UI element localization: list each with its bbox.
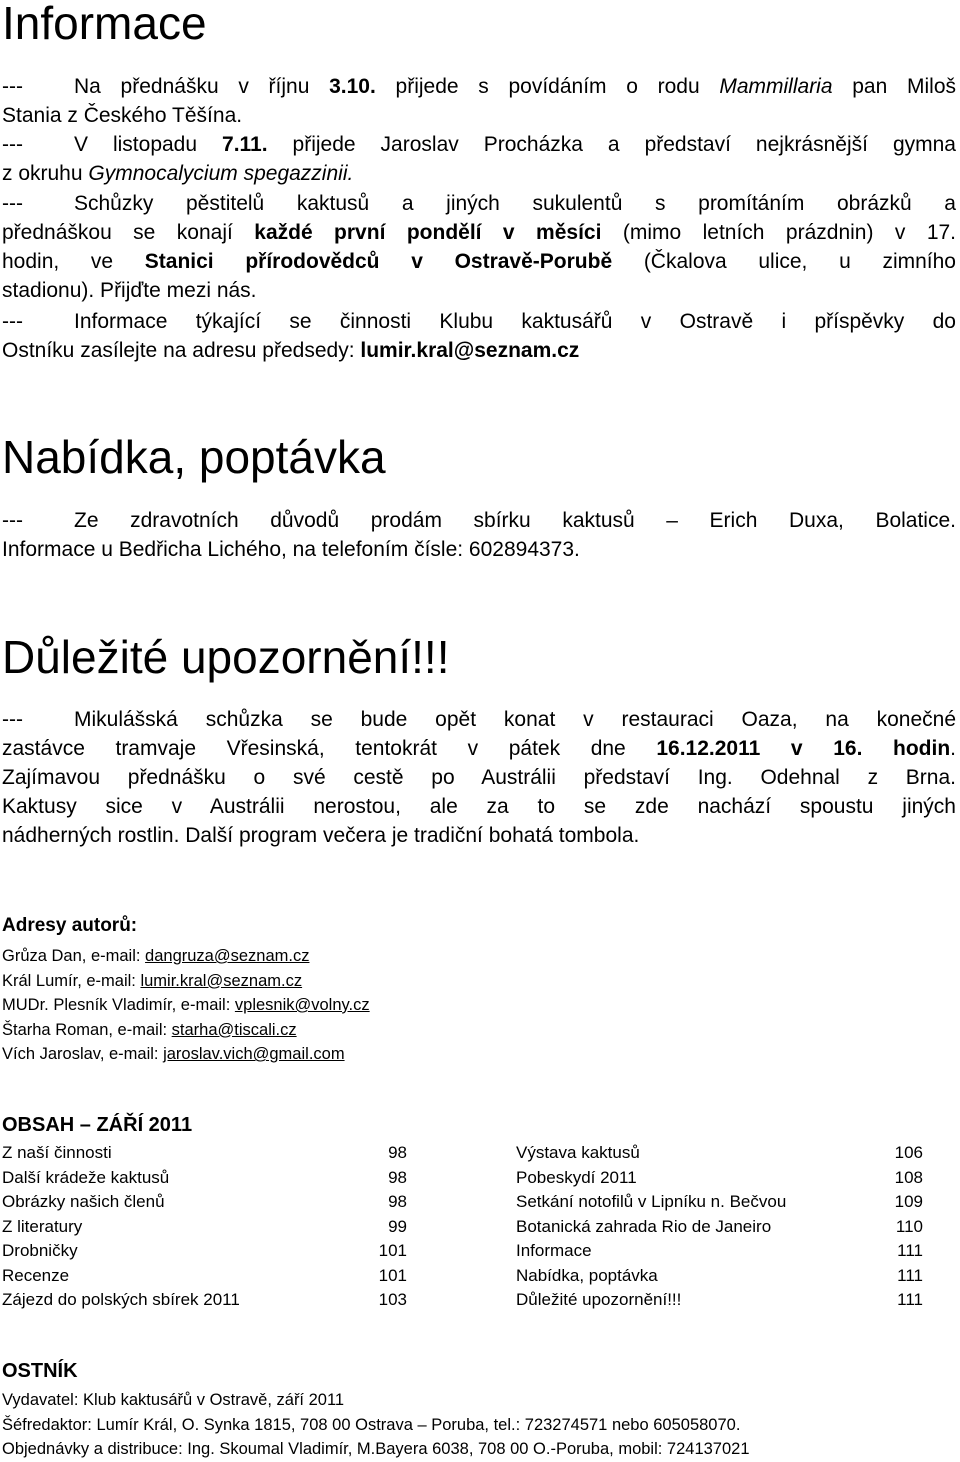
toc-entry: Důležité upozornění!!! 111 [516, 1290, 923, 1309]
toc-entry: Z naší činnosti 98 [2, 1143, 407, 1162]
item-dash: --- [2, 133, 23, 156]
informace-item-3: --- Schůzky pěstitelů kaktusů a jiných sukulentů s promítáním obrázků a přednáškou se konají každé první pondělí v měsíci (mimo letních prázdnin) v 17. hodin, ve Stanici přírodovědců v Ostravě-Porubě (Čkalova ulice, u zimního stadionu). Přijďte mezi nás. [2, 189, 956, 305]
author-email-link[interactable]: starha@tiscali.cz [171, 1020, 297, 1039]
toc-entry: Pobeskydí 2011 108 [516, 1167, 923, 1187]
adresy-heading: Adresy autorů: [2, 915, 138, 936]
chairman-email[interactable]: lumir.kral@seznam.cz [360, 339, 580, 362]
item-dash: --- [2, 310, 23, 333]
toc-left-column [2, 1141, 407, 1313]
toc-entry: Setkání notofilů v Lipníku n. Bečvou 109 [516, 1192, 923, 1211]
informace-item-2: --- V listopadu 7.11. přijede Jaroslav Procházka a představí nejkrásnější gymna z okruhu Gymnocalycium spegazzinii. [2, 130, 956, 188]
upozorneni-heading: Důležité upozornění!!! [2, 631, 450, 683]
author-list [2, 944, 370, 1067]
toc-entry: Další krádeže kaktusů 98 [2, 1167, 407, 1187]
genus-name: Mammillaria [719, 75, 833, 98]
toc-entry: Informace 111 [516, 1241, 923, 1260]
meeting-schedule: každé první pondělí v měsíci [254, 221, 602, 244]
distribution-line: Objednávky a distribuce: Ing. Skoumal Vladimír, M.Bayera 6038, 708 00 O.-Poruba, mobil: 724137021 [2, 1440, 750, 1458]
lecture-date: 7.11. [222, 133, 268, 156]
editor-line: Šéfredaktor: Lumír Král, O. Synka 1815, 708 00 Ostrava – Poruba, tel.: 723274571 nebo 605058070. [2, 1415, 741, 1434]
item-dash: --- [2, 509, 23, 532]
author-row: MUDr. Plesník Vladimír, e-mail: vplesnik@volny.cz [2, 996, 370, 1014]
item-dash: --- [2, 75, 23, 98]
toc-entry: Výstava kaktusů 106 [516, 1143, 923, 1162]
toc-entry: Obrázky našich členů 98 [2, 1192, 407, 1211]
meeting-venue: Stanici přírodovědců v Ostravě-Porubě [144, 250, 613, 273]
author-email-link[interactable]: lumir.kral@seznam.cz [140, 971, 303, 990]
author-email-link[interactable]: vplesnik@volny.cz [234, 996, 370, 1014]
toc-entry: Botanická zahrada Rio de Janeiro 110 [516, 1216, 923, 1236]
imprint [2, 1388, 750, 1462]
toc-entry: Nabídka, poptávka 111 [516, 1265, 923, 1285]
author-row: Grůza Dan, e-mail: dangruza@seznam.cz [2, 947, 310, 965]
author-row: Král Lumír, e-mail: lumir.kral@seznam.cz [2, 971, 303, 990]
author-row: Vích Jaroslav, e-mail: jaroslav.vich@gmail.com [2, 1045, 345, 1063]
nabidka-heading: Nabídka, poptávka [2, 431, 386, 483]
nabidka-item: --- Ze zdravotních důvodů prodám sbírku kaktusů – Erich Duxa, Bolatice. Informace u Bedřicha Lichého, na telefoním čísle: 602894373. [2, 506, 956, 564]
upozorneni-item: --- Mikulášská schůzka se bude opět konat v restauraci Oaza, na konečné zastávce tramvaje Vřesinská, tentokrát v pátek dne 16.12.2011 v 16. hodin. Zajímavou přednášku o své cestě po Austrálii představí Ing. Odehnal z Brna. Kaktusy sice v Austrálii nerostou, ale za to se zde nachází spoustu jiných nádherných rostlin. Další program večera je tradiční bohatá tombola. [2, 705, 956, 850]
lecture-date: 3.10. [329, 75, 376, 98]
obsah-heading: OBSAH – ZÁŘÍ 2011 [2, 1114, 193, 1136]
informace-heading: Informace [2, 0, 207, 49]
publisher-line: Vydavatel: Klub kaktusářů v Ostravě, září 2011 [2, 1391, 345, 1409]
event-datetime: 16.12.2011 v 16. hodin [656, 737, 951, 760]
toc-entry: Recenze 101 [2, 1265, 407, 1285]
toc-entry: Zájezd do polských sbírek 2011 103 [2, 1290, 407, 1309]
toc-entry: Z literatury 99 [2, 1216, 407, 1236]
item-dash: --- [2, 192, 23, 215]
toc-entry: Drobničky 101 [2, 1241, 407, 1260]
informace-item-4: --- Informace týkající se činnosti Klubu kaktusářů v Ostravě i příspěvky do Ostníku zasílejte na adresu předsedy: lumir.kral@seznam.cz [2, 307, 956, 365]
informace-item-1: --- Na přednášku v říjnu 3.10. přijede s povídáním o rodu Mammillaria pan Miloš Stania z Českého Těšína. [2, 72, 956, 130]
author-email-link[interactable]: jaroslav.vich@gmail.com [163, 1045, 345, 1063]
author-email-link[interactable]: dangruza@seznam.cz [145, 947, 310, 965]
species-name: Gymnocalycium spegazzinii. [88, 162, 354, 185]
toc-right-column [516, 1141, 923, 1313]
ostnik-heading: OSTNÍK [2, 1360, 78, 1382]
author-row: Štarha Roman, e-mail: starha@tiscali.cz [2, 1020, 297, 1039]
item-dash: --- [2, 708, 23, 731]
